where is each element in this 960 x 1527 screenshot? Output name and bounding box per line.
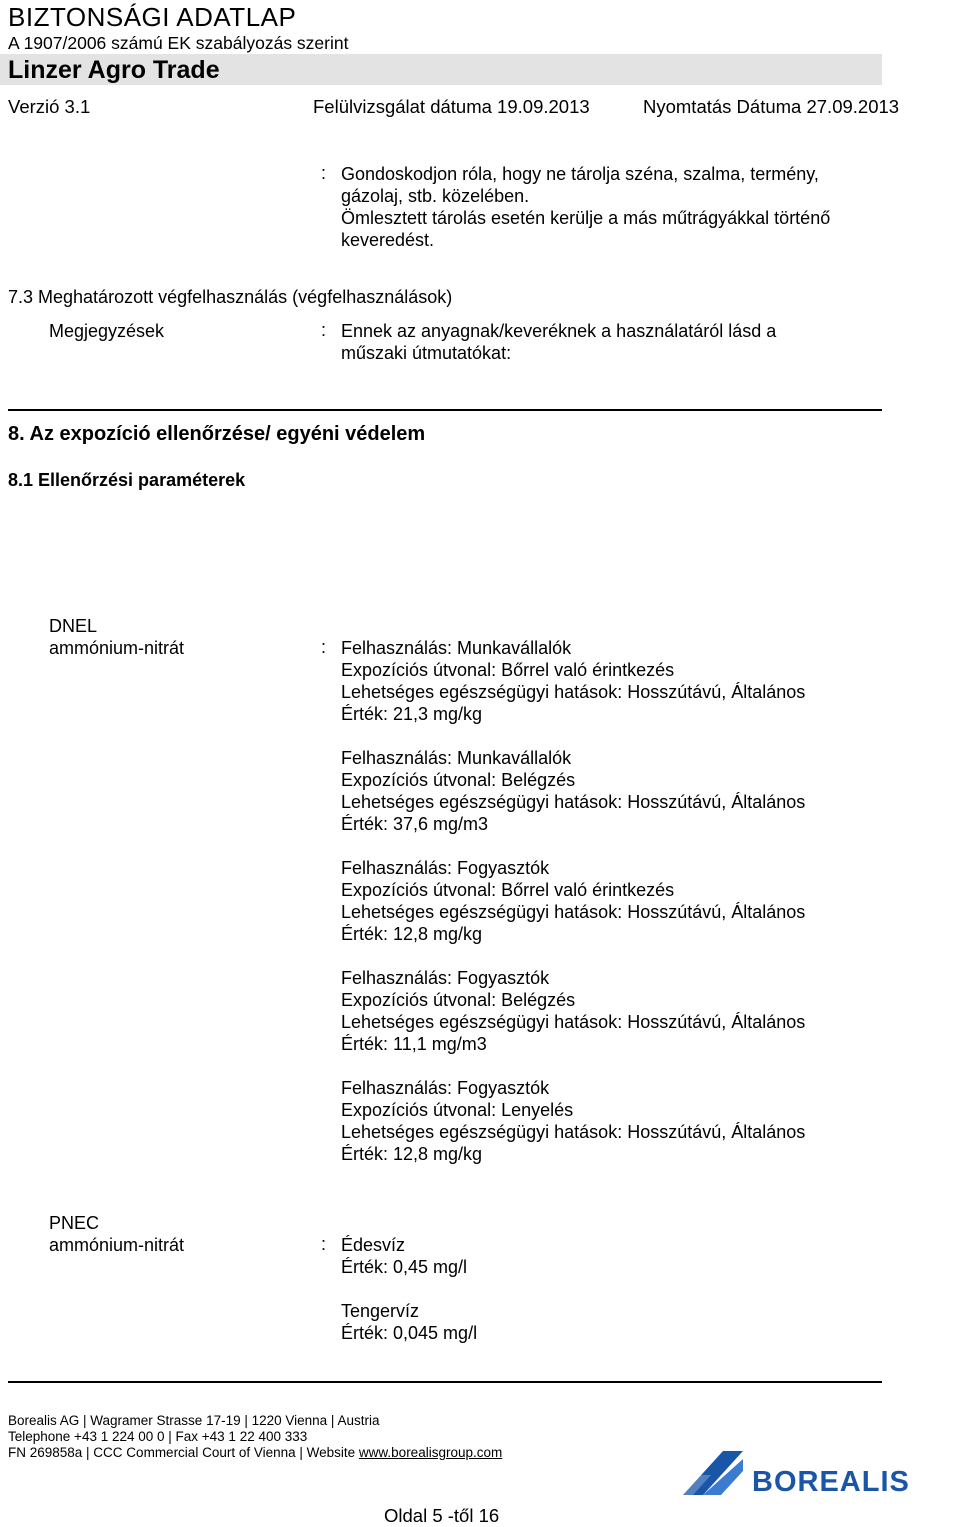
pnec-substance: ammónium-nitrát xyxy=(49,1235,185,1255)
dnel-value: Érték: 12,8 mg/kg xyxy=(341,924,483,944)
footer-divider xyxy=(8,1381,882,1383)
footer-address: Borealis AG | Wagramer Strasse 17-19 | 1220 Vienna | Austria xyxy=(8,1413,380,1428)
dnel-use: Felhasználás: Fogyasztók xyxy=(341,1078,550,1098)
dnel-entry xyxy=(341,637,805,725)
pnec-entry xyxy=(341,1300,477,1344)
remarks-line: Ennek az anyagnak/keveréknek a használatáról lásd a xyxy=(341,321,777,341)
dnel-use: Felhasználás: Munkavállalók xyxy=(341,748,572,768)
borealis-logo-text: BOREALIS xyxy=(752,1466,910,1498)
website-link[interactable]: www.borealisgroup.com xyxy=(358,1445,503,1460)
section-7-3-title: 7.3 Meghatározott végfelhasználás (végfelhasználások) xyxy=(8,287,453,307)
dnel-route: Expozíciós útvonal: Belégzés xyxy=(341,990,576,1010)
pnec-heading: PNEC xyxy=(49,1213,100,1233)
regulation-subtitle: A 1907/2006 számú EK szabályozás szerint xyxy=(8,33,349,53)
pnec-value: Érték: 0,045 mg/l xyxy=(341,1323,478,1343)
dnel-use: Felhasználás: Fogyasztók xyxy=(341,968,550,988)
page-number: Oldal 5 -től 16 xyxy=(384,1505,500,1526)
dnel-value: Érték: 37,6 mg/m3 xyxy=(341,814,489,834)
borealis-logo-icon xyxy=(681,1449,744,1496)
revision-date: Felülvizsgálat dátuma 19.09.2013 xyxy=(313,96,590,117)
dnel-colon: : xyxy=(321,637,327,657)
section-divider xyxy=(8,409,882,411)
storage-line: Ömlesztett tárolás esetén kerülje a más műtrágyákkal történő xyxy=(341,208,831,228)
dnel-entry xyxy=(341,747,805,835)
dnel-entry xyxy=(341,967,805,1055)
pnec-value: Érték: 0,45 mg/l xyxy=(341,1257,468,1277)
remarks-label: Megjegyzések xyxy=(49,321,165,341)
section-8-1-title: 8.1 Ellenőrzési paraméterek xyxy=(8,470,246,490)
dnel-effect: Lehetséges egészségügyi hatások: Hosszútávú, Általános xyxy=(341,1012,806,1032)
footer-registry-text: FN 269858a | CCC Commercial Court of Vienna | Website xyxy=(8,1445,359,1460)
dnel-value: Érték: 11,1 mg/m3 xyxy=(341,1034,487,1054)
dnel-use: Felhasználás: Munkavállalók xyxy=(341,638,572,658)
remarks-text xyxy=(341,320,776,364)
pnec-entry xyxy=(341,1234,477,1278)
dnel-effect: Lehetséges egészségügyi hatások: Hosszútávú, Általános xyxy=(341,682,806,702)
dnel-entry xyxy=(341,857,805,945)
pnec-colon: : xyxy=(321,1234,327,1254)
storage-text xyxy=(341,163,830,251)
storage-line: keveredést. xyxy=(341,230,435,250)
footer-contact: Telephone +43 1 224 00 0 | Fax +43 1 22 400 333 xyxy=(8,1429,308,1444)
dnel-substance: ammónium-nitrát xyxy=(49,638,185,658)
storage-colon: : xyxy=(321,163,327,183)
pnec-list xyxy=(341,1234,477,1344)
pnec-medium: Édesvíz xyxy=(341,1235,406,1255)
company-name: Linzer Agro Trade xyxy=(8,56,220,84)
footer-registry xyxy=(8,1445,502,1460)
print-date: Nyomtatás Dátuma 27.09.2013 xyxy=(643,96,900,117)
dnel-route: Expozíciós útvonal: Belégzés xyxy=(341,770,576,790)
storage-line: gázolaj, stb. közelében. xyxy=(341,186,530,206)
pnec-medium: Tengervíz xyxy=(341,1301,420,1321)
dnel-value: Érték: 12,8 mg/kg xyxy=(341,1144,483,1164)
dnel-effect: Lehetséges egészségügyi hatások: Hosszútávú, Általános xyxy=(341,1122,806,1142)
dnel-route: Expozíciós útvonal: Bőrrel való érintkezés xyxy=(341,660,675,680)
dnel-effect: Lehetséges egészségügyi hatások: Hosszútávú, Általános xyxy=(341,902,806,922)
dnel-effect: Lehetséges egészségügyi hatások: Hosszútávú, Általános xyxy=(341,792,806,812)
remarks-line: műszaki útmutatókat: xyxy=(341,343,512,363)
remarks-colon: : xyxy=(321,320,327,340)
dnel-entry xyxy=(341,1077,805,1165)
dnel-value: Érték: 21,3 mg/kg xyxy=(341,704,483,724)
section-8-title: 8. Az expozíció ellenőrzése/ egyéni védelem xyxy=(8,423,426,445)
document-title: BIZTONSÁGI ADATLAP xyxy=(8,2,297,32)
version-label: Verzió 3.1 xyxy=(8,96,91,117)
dnel-heading: DNEL xyxy=(49,616,98,636)
dnel-route: Expozíciós útvonal: Bőrrel való érintkezés xyxy=(341,880,675,900)
dnel-list xyxy=(341,637,805,1165)
dnel-use: Felhasználás: Fogyasztók xyxy=(341,858,550,878)
storage-line: Gondoskodjon róla, hogy ne tárolja széna, szalma, termény, xyxy=(341,164,819,184)
dnel-route: Expozíciós útvonal: Lenyelés xyxy=(341,1100,574,1120)
